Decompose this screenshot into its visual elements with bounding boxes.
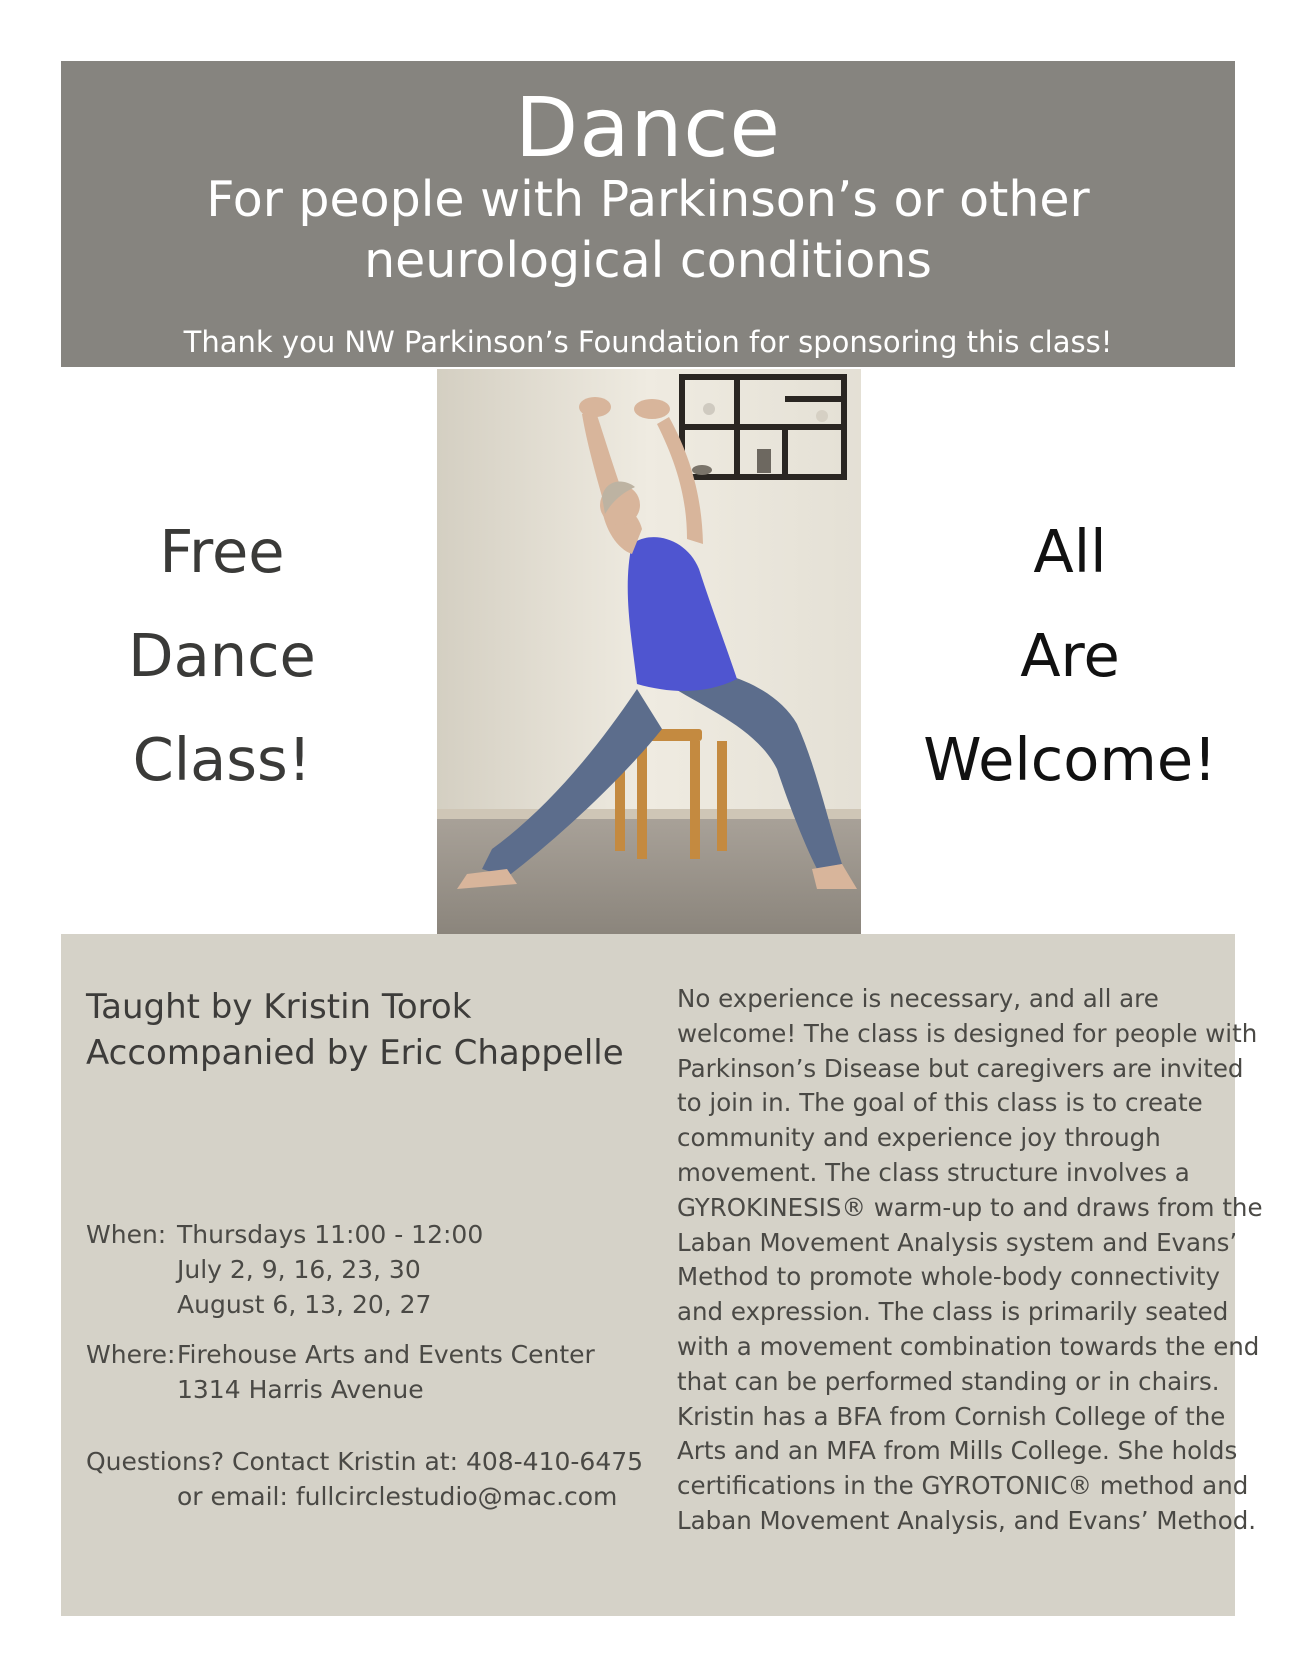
accompanied-by: Accompanied by Eric Chappelle [86, 1033, 624, 1073]
callout-line: Are [1020, 621, 1120, 690]
description-line: that can be performed standing or in chairs. [677, 1366, 1220, 1396]
description-line: Laban Movement Analysis, and Evans’ Method. [677, 1505, 1257, 1535]
info-panel [61, 934, 1263, 1616]
when-section [86, 1217, 646, 1322]
description-line: Parkinson’s Disease but caregivers are invited [677, 1053, 1244, 1083]
callout-line: All [1033, 517, 1107, 586]
contact-email: or email: fullcirclestudio@mac.com [177, 1482, 618, 1511]
all-are-welcome-callout [890, 500, 1250, 812]
description-line: Kristin has a BFA from Cornish College of the [677, 1401, 1226, 1431]
description-line: to join in. The goal of this class is to create [677, 1088, 1203, 1118]
description-line: Method to promote whole-body connectivity [677, 1262, 1220, 1292]
when-line: August 6, 13, 20, 27 [177, 1290, 432, 1319]
description-line: Laban Movement Analysis system and Evans’ [677, 1227, 1238, 1257]
contact-phone: Questions? Contact Kristin at: 408-410-6475 [86, 1447, 644, 1476]
description-line: Arts and an MFA from Mills College. She holds [677, 1436, 1238, 1466]
description-line: welcome! The class is designed for people with [677, 1018, 1258, 1048]
taught-by: Taught by Kristin Torok [86, 987, 472, 1027]
description-line: movement. The class structure involves a [677, 1157, 1190, 1187]
where-section [86, 1337, 646, 1407]
callout-line: Welcome! [923, 725, 1217, 794]
description-line: GYROKINESIS® warm-up to and draws from the [677, 1192, 1263, 1222]
class-description [677, 982, 1263, 1539]
free-dance-class-callout [42, 500, 402, 812]
sponsor-thanks: Thank you NW Parkinson’s Foundation for sponsoring this class! [183, 325, 1113, 359]
flyer-title: Dance [515, 81, 781, 176]
description-line: and expression. The class is primarily seated [677, 1297, 1229, 1327]
callout-line: Class! [132, 725, 312, 794]
where-label: Where: [86, 1340, 176, 1369]
where-line: 1314 Harris Avenue [177, 1375, 424, 1404]
contact-section [86, 1444, 646, 1514]
when-line: Thursdays 11:00 - 12:00 [177, 1220, 484, 1249]
where-line: Firehouse Arts and Events Center [177, 1340, 595, 1369]
description-line: certifications in the GYROTONIC® method and [677, 1471, 1249, 1501]
description-line: with a movement combination towards the end [677, 1331, 1260, 1361]
header-banner [61, 61, 1235, 367]
callout-line: Dance [128, 621, 316, 690]
callout-line: Free [159, 517, 285, 586]
when-line: July 2, 9, 16, 23, 30 [177, 1255, 421, 1284]
description-line: community and experience joy through [677, 1123, 1161, 1153]
when-label: When: [86, 1220, 167, 1249]
dancer-photo [437, 369, 861, 934]
flyer-subtitle: For people with Parkinson’s or other neurological conditions [206, 171, 1090, 289]
teacher-credits [86, 984, 624, 1076]
description-line: No experience is necessary, and all are [677, 984, 1159, 1013]
